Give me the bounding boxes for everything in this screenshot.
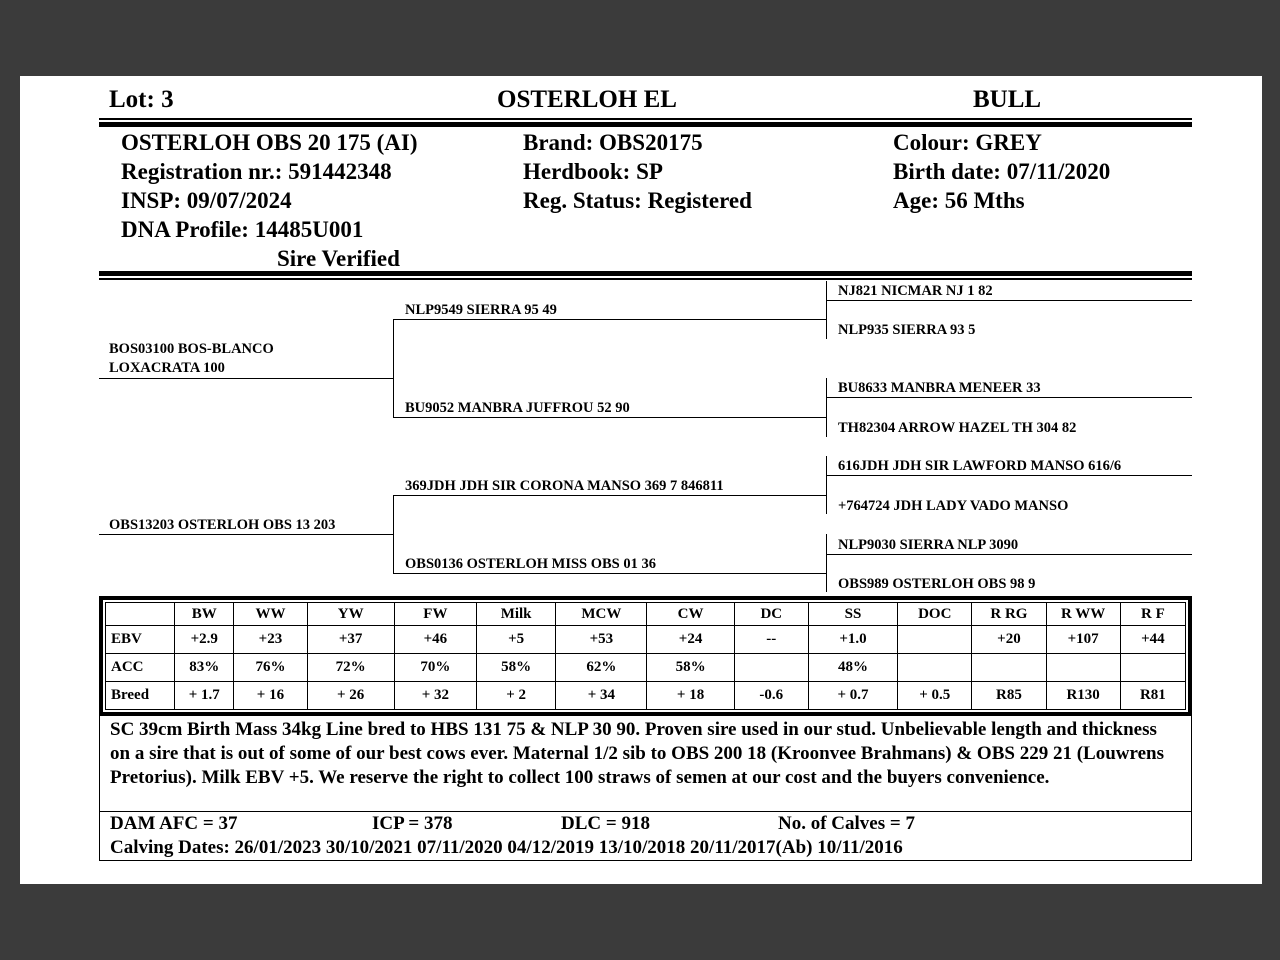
ebv-cell	[1120, 654, 1185, 682]
ebv-cell: +44	[1120, 626, 1185, 654]
ebv-col-header: WW	[234, 603, 307, 626]
ebv-row-label: EBV	[106, 626, 175, 654]
ebv-cell: --	[734, 626, 808, 654]
ebv-cell: +46	[394, 626, 476, 654]
registration-number: Registration nr.: 591442348	[121, 159, 392, 184]
ebv-cell: +107	[1046, 626, 1120, 654]
ebv-cell: 83%	[175, 654, 234, 682]
pedigree-line	[393, 378, 394, 418]
ebv-col-header: R RG	[972, 603, 1046, 626]
ebv-col-header: BW	[175, 603, 234, 626]
ebv-row-breed	[106, 682, 1186, 710]
ebv-cell: +1.0	[808, 626, 897, 654]
animal-name: OSTERLOH EL	[497, 86, 677, 113]
ebv-cell: 58%	[477, 654, 556, 682]
ebv-cell: + 2	[477, 682, 556, 710]
pedigree-line	[393, 319, 826, 320]
birth-date: Birth date: 07/11/2020	[893, 159, 1111, 184]
ebv-cell: R81	[1120, 682, 1185, 710]
pedigree-line	[826, 554, 1192, 555]
ebv-col-header: R F	[1120, 603, 1185, 626]
pedigree-line	[826, 456, 827, 514]
ebv-cell: + 26	[307, 682, 394, 710]
pedigree-line	[393, 417, 826, 418]
pedigree-sire-line2: LOXACRATA 100	[109, 360, 225, 376]
dam-icp: ICP = 378	[372, 813, 453, 834]
ebv-col-header: YW	[307, 603, 394, 626]
pedigree-dam-dam-sire: NLP9030 SIERRA NLP 3090	[838, 537, 1019, 553]
pedigree-sire-sire-sire: NJ821 NICMAR NJ 1 82	[838, 283, 993, 299]
pedigree-sire-sire: NLP9549 SIERRA 95 49	[405, 302, 557, 318]
info-column-physical	[893, 128, 1110, 215]
pedigree-dam-dam: OBS0136 OSTERLOH MISS OBS 01 36	[405, 556, 656, 572]
pedigree-line	[99, 534, 393, 535]
pedigree-line	[826, 300, 1192, 301]
pedigree-dam: OBS13203 OSTERLOH OBS 13 203	[109, 517, 336, 533]
brand: Brand: OBS20175	[523, 130, 703, 155]
pedigree-line	[393, 495, 826, 496]
animal-notes: SC 39cm Birth Mass 34kg Line bred to HBS 131 75 & NLP 30 90. Proven sire used in our stud. Unbelievable length and thickness on a sire that is out of some of our best cows ever. Maternal 1/2 sib to OBS 200 18 (Kroonvee Brahmans) & OBS 229 21 (Louwrens Pretorius). Milk EBV +5. We reserve the right to collect 100 straws of semen at our cost and the buyers convenience.	[99, 714, 1192, 812]
pedigree-dam-sire-dam: +764724 JDH LADY VADO MANSO	[838, 498, 1069, 514]
ebv-cell: -0.6	[734, 682, 808, 710]
ebv-cell: +23	[234, 626, 307, 654]
header-rule-thin	[99, 118, 1192, 120]
pedigree-line	[826, 378, 827, 437]
ebv-cell	[1046, 654, 1120, 682]
ebv-cell	[972, 654, 1046, 682]
dam-dlc: DLC = 918	[561, 813, 650, 834]
ebv-cell: 76%	[234, 654, 307, 682]
ebv-col-header: SS	[808, 603, 897, 626]
ebv-col-header: CW	[647, 603, 734, 626]
pedigree-line	[393, 573, 826, 574]
pedigree-line	[393, 319, 394, 379]
reg-status: Reg. Status: Registered	[523, 188, 752, 213]
ebv-col-header: Milk	[477, 603, 556, 626]
ebv-cell: + 0.7	[808, 682, 897, 710]
pedigree-line	[826, 534, 827, 592]
ebv-row-label: Breed	[106, 682, 175, 710]
ebv-cell: 58%	[647, 654, 734, 682]
pedigree-line	[393, 496, 394, 574]
pedigree-sire-dam-dam: TH82304 ARROW HAZEL TH 304 82	[838, 420, 1077, 436]
pedigree-sire-dam-sire: BU8633 MANBRA MENEER 33	[838, 380, 1041, 396]
ebv-cell: + 1.7	[175, 682, 234, 710]
dam-calving-dates: Calving Dates: 26/01/2023 30/10/2021 07/11/2020 04/12/2019 13/10/2018 20/11/2017(Ab) 10/11/2016	[110, 837, 903, 858]
ebv-cell: R130	[1046, 682, 1120, 710]
ebv-col-header: DC	[734, 603, 808, 626]
ebv-cell: 70%	[394, 654, 476, 682]
pedigree-dam-dam-dam: OBS989 OSTERLOH OBS 98 9	[838, 576, 1036, 592]
pedigree-line	[99, 378, 393, 379]
info-column-identity	[121, 128, 418, 273]
ebv-row-label: ACC	[106, 654, 175, 682]
ebv-cell: +53	[556, 626, 647, 654]
ebv-cell: + 34	[556, 682, 647, 710]
ebv-cell: +20	[972, 626, 1046, 654]
info-rule-thin	[99, 278, 1192, 280]
inspection-date: INSP: 09/07/2024	[121, 188, 292, 213]
ebv-cell: + 18	[647, 682, 734, 710]
animal-sex: BULL	[973, 86, 1042, 113]
ebv-cell: 72%	[307, 654, 394, 682]
info-column-registration	[523, 128, 752, 215]
dam-afc: DAM AFC = 37	[110, 813, 238, 834]
ebv-cell	[898, 626, 972, 654]
herdbook: Herdbook: SP	[523, 159, 663, 184]
dam-statistics	[99, 811, 1192, 861]
colour: Colour: GREY	[893, 130, 1042, 155]
ebv-col-header: FW	[394, 603, 476, 626]
ebv-cell: +24	[647, 626, 734, 654]
ebv-cell: +5	[477, 626, 556, 654]
pedigree-dam-sire-sire: 616JDH JDH SIR LAWFORD MANSO 616/6	[838, 458, 1122, 474]
header-rule-thick	[99, 122, 1192, 127]
ebv-row-acc	[106, 654, 1186, 682]
ebv-row-ebv	[106, 626, 1186, 654]
ebv-cell: +37	[307, 626, 394, 654]
ebv-corner-cell	[106, 603, 175, 626]
pedigree-sire-dam: BU9052 MANBRA JUFFROU 52 90	[405, 400, 630, 416]
pedigree-sire-sire-dam: NLP935 SIERRA 93 5	[838, 322, 976, 338]
ebv-cell: + 32	[394, 682, 476, 710]
lot-number: Lot: 3	[109, 86, 174, 113]
ebv-cell: + 16	[234, 682, 307, 710]
ebv-col-header: MCW	[556, 603, 647, 626]
ebv-cell	[898, 654, 972, 682]
ebv-cell: +2.9	[175, 626, 234, 654]
pedigree-line	[826, 281, 827, 339]
catalogue-page	[20, 76, 1262, 884]
age: Age: 56 Mths	[893, 188, 1025, 213]
dam-calves-count: No. of Calves = 7	[778, 813, 915, 834]
ebv-cell: 48%	[808, 654, 897, 682]
dna-profile: DNA Profile: 14485U001	[121, 217, 364, 242]
ebv-cell: + 0.5	[898, 682, 972, 710]
sire-verified: Sire Verified	[277, 246, 400, 271]
ebv-col-header: R WW	[1046, 603, 1120, 626]
ebv-table	[99, 596, 1192, 716]
ebv-cell: 62%	[556, 654, 647, 682]
pedigree-dam-sire: 369JDH JDH SIR CORONA MANSO 369 7 846811	[405, 478, 724, 494]
ebv-cell: R85	[972, 682, 1046, 710]
pedigree-sire-line1: BOS03100 BOS-BLANCO	[109, 341, 274, 357]
pedigree-line	[826, 475, 1192, 476]
pedigree-line	[826, 397, 1192, 398]
ebv-col-header: DOC	[898, 603, 972, 626]
full-name: OSTERLOH OBS 20 175 (AI)	[121, 130, 418, 155]
ebv-cell	[734, 654, 808, 682]
info-rule-thick	[99, 271, 1192, 276]
ebv-header-row	[106, 603, 1186, 626]
